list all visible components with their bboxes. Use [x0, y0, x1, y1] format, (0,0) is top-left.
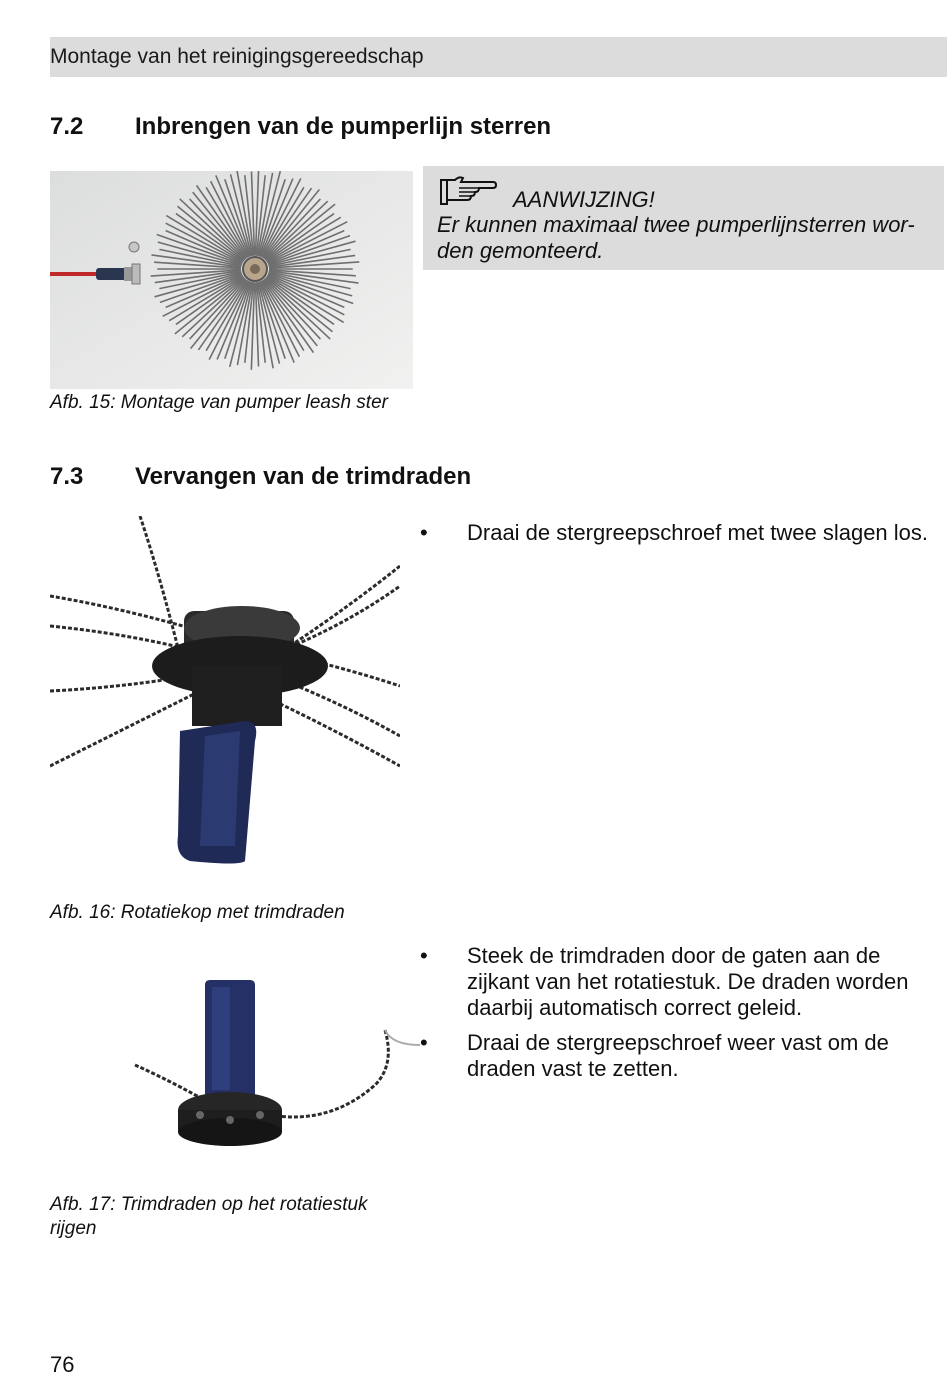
section-number: 7.3	[50, 463, 84, 490]
running-header	[50, 37, 947, 77]
note-box	[423, 166, 944, 270]
list-item-text: Draai de stergreepschroef weer vast om de draden vast te zetten.	[467, 1030, 889, 1081]
page-number: 76	[50, 1352, 75, 1377]
list-item-text: Draai de stergreepschroef met twee slagen los.	[467, 520, 929, 545]
section-number: 7.2	[50, 113, 84, 140]
section-title: Vervangen van de trimdraden	[135, 463, 472, 490]
figure-15-caption: Afb. 15: Montage van pumper leash ster	[50, 392, 388, 413]
instruction-list-1	[420, 520, 940, 555]
instruction-list-2	[420, 943, 940, 1091]
pointing-hand-icon	[437, 176, 497, 208]
figure-17-caption: Afb. 17: Trimdraden op het rotatiestuk rijgen	[50, 1194, 368, 1239]
note-label: AANWIJZING!	[513, 187, 655, 212]
bullet-icon: •	[420, 1030, 428, 1055]
bullet-icon: •	[420, 520, 428, 545]
list-item	[420, 1030, 940, 1082]
pumper-star-photo	[50, 171, 413, 389]
rotation-head-photo	[50, 516, 400, 892]
section-title: Inbrengen van de pumperlijn sterren	[135, 113, 552, 140]
figure-16-caption: Afb. 16: Rotatiekop met trimdraden	[50, 902, 345, 923]
running-header-title: Montage van het reinigingsgereedschap	[50, 45, 424, 68]
rotation-piece-photo	[130, 975, 420, 1160]
note-text: Er kunnen maximaal twee pumperlijnsterren wor-den gemonteerd.	[437, 212, 915, 263]
list-item-text: Steek de trimdraden door de gaten aan de zijkant van het rotatiestuk. De draden worden daarbij automatisch correct geleid.	[467, 943, 909, 1020]
bullet-icon: •	[420, 943, 428, 968]
list-item	[420, 943, 940, 1021]
list-item	[420, 520, 940, 546]
